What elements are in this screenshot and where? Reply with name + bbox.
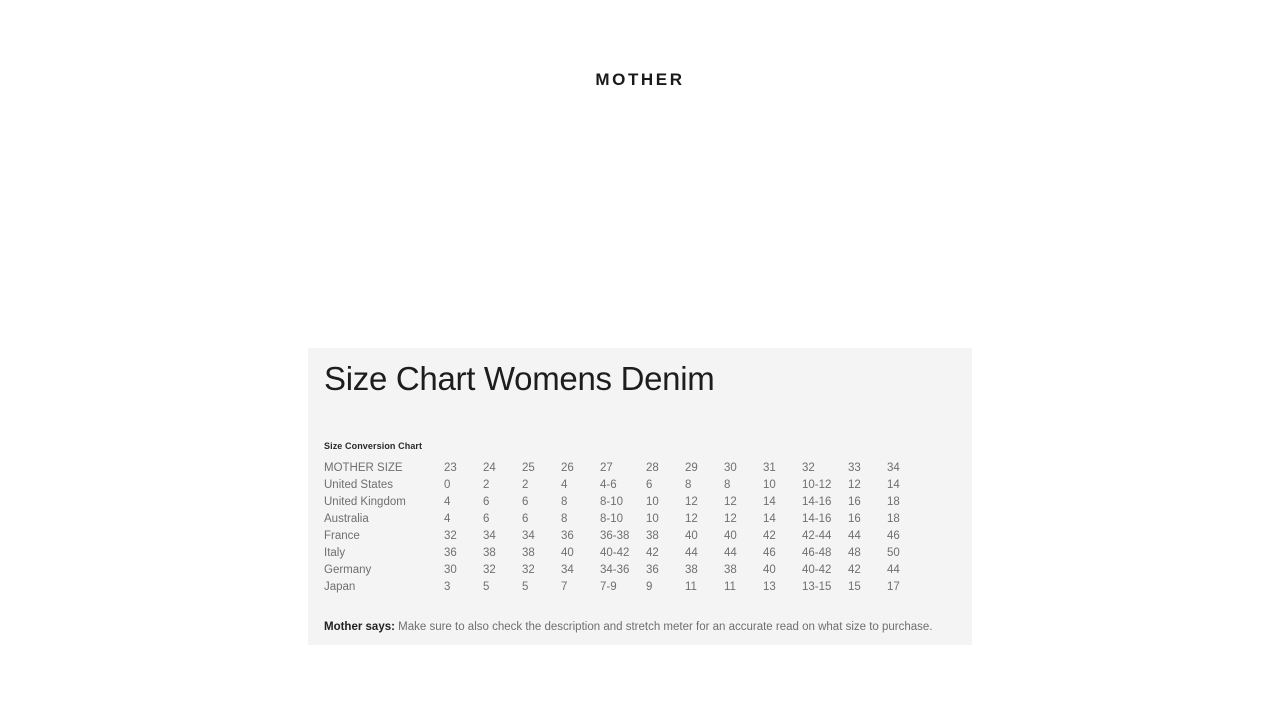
table-cell: 12 (724, 495, 737, 508)
table-cell: 42 (646, 546, 659, 559)
table-cell: 18 (887, 512, 900, 525)
table-cell: 44 (724, 546, 737, 559)
table-cell: 4 (444, 512, 451, 525)
table-row (324, 578, 926, 595)
table-cell: 34 (483, 529, 496, 542)
table-cell: 40-42 (802, 563, 832, 576)
table-cell: 38 (685, 563, 698, 576)
table-cell: 16 (848, 495, 861, 508)
table-cell: 34-36 (600, 563, 630, 576)
table-cell: 36-38 (600, 529, 630, 542)
table-cell: 4 (561, 478, 568, 491)
table-cell: 38 (522, 546, 535, 559)
table-cell: 8 (724, 478, 731, 491)
table-cell: 40-42 (600, 546, 630, 559)
table-cell: 6 (646, 478, 653, 491)
table-cell: 26 (561, 461, 574, 474)
table-cell: 8-10 (600, 512, 624, 525)
table-cell: 40 (763, 563, 776, 576)
table-cell: 34 (522, 529, 535, 542)
table-cell: 4-6 (600, 478, 617, 491)
table-cell: 6 (522, 495, 529, 508)
table-cell: 3 (444, 580, 451, 593)
table-cell: 23 (444, 461, 457, 474)
table-row (324, 510, 926, 527)
table-cell: 13 (763, 580, 776, 593)
table-cell: 6 (483, 512, 490, 525)
table-cell: 44 (887, 563, 900, 576)
table-cell: 46-48 (802, 546, 832, 559)
table-cell: 44 (685, 546, 698, 559)
table-cell: 32 (522, 563, 535, 576)
table-cell: 32 (444, 529, 457, 542)
table-cell: 48 (848, 546, 861, 559)
table-cell: 12 (685, 512, 698, 525)
table-row (324, 493, 926, 510)
table-cell: 27 (600, 461, 613, 474)
table-cell: 36 (444, 546, 457, 559)
table-cell: 36 (646, 563, 659, 576)
table-cell: 42 (848, 563, 861, 576)
table-cell: 10-12 (802, 478, 832, 491)
table-cell: 38 (483, 546, 496, 559)
table-row-label: MOTHER SIZE (324, 461, 403, 474)
table-row-label: Australia (324, 512, 369, 525)
table-row (324, 544, 926, 561)
table-cell: 6 (483, 495, 490, 508)
table-cell: 34 (561, 563, 574, 576)
table-cell: 2 (483, 478, 490, 491)
table-cell: 38 (724, 563, 737, 576)
table-row (324, 561, 926, 578)
table-cell: 18 (887, 495, 900, 508)
table-cell: 6 (522, 512, 529, 525)
table-cell: 10 (646, 512, 659, 525)
table-cell: 8 (685, 478, 692, 491)
table-cell: 14 (763, 495, 776, 508)
table-cell: 34 (887, 461, 900, 474)
table-cell: 25 (522, 461, 535, 474)
table-cell: 9 (646, 580, 653, 593)
table-cell: 28 (646, 461, 659, 474)
table-cell: 14 (763, 512, 776, 525)
table-cell: 5 (483, 580, 490, 593)
table-cell: 32 (802, 461, 815, 474)
table-cell: 11 (724, 580, 736, 593)
table-cell: 42 (763, 529, 776, 542)
table-cell: 24 (483, 461, 496, 474)
table-cell: 44 (848, 529, 861, 542)
table-cell: 7 (561, 580, 568, 593)
brand-logo[interactable]: MOTHER (595, 70, 685, 89)
table-cell: 38 (646, 529, 659, 542)
table-cell: 11 (685, 580, 697, 593)
mother-says-label: Mother says: (324, 621, 395, 633)
table-cell: 46 (763, 546, 776, 559)
size-conversion-table (324, 459, 926, 595)
table-cell: 14-16 (802, 495, 832, 508)
table-cell: 2 (522, 478, 529, 491)
table-cell: 16 (848, 512, 861, 525)
table-cell: 8 (561, 512, 568, 525)
table-cell: 7-9 (600, 580, 617, 593)
table-cell: 36 (561, 529, 574, 542)
table-cell: 17 (887, 580, 900, 593)
table-row (324, 476, 926, 493)
table-cell: 29 (685, 461, 698, 474)
table-cell: 8 (561, 495, 568, 508)
table-cell: 4 (444, 495, 451, 508)
table-row-label: France (324, 529, 360, 542)
size-table-body (324, 459, 926, 595)
table-cell: 30 (444, 563, 457, 576)
table-cell: 32 (483, 563, 496, 576)
size-chart-panel (308, 348, 972, 645)
table-cell: 40 (685, 529, 698, 542)
mother-says-note (324, 621, 933, 633)
table-cell: 42-44 (802, 529, 832, 542)
table-cell: 10 (646, 495, 659, 508)
table-cell: 10 (763, 478, 776, 491)
table-row-label: Japan (324, 580, 356, 593)
table-cell: 12 (848, 478, 861, 491)
brand-header (0, 70, 1280, 90)
table-row-label: Germany (324, 563, 372, 576)
table-cell: 46 (887, 529, 900, 542)
table-cell: 33 (848, 461, 861, 474)
table-row-label: United Kingdom (324, 495, 406, 508)
table-cell: 8-10 (600, 495, 624, 508)
table-cell: 50 (887, 546, 900, 559)
table-cell: 12 (724, 512, 737, 525)
table-row-label: United States (324, 478, 394, 491)
page-title: Size Chart Womens Denim (324, 360, 715, 397)
table-cell: 31 (763, 461, 776, 474)
table-cell: 0 (444, 478, 451, 491)
table-cell: 15 (848, 580, 861, 593)
table-cell: 40 (724, 529, 737, 542)
table-cell: 40 (561, 546, 574, 559)
table-cell: 5 (522, 580, 529, 593)
table-row-label: Italy (324, 546, 346, 559)
table-cell: 30 (724, 461, 737, 474)
table-cell: 12 (685, 495, 698, 508)
table-row (324, 527, 926, 544)
table-cell: 13-15 (802, 580, 832, 593)
mother-says-text: Make sure to also check the description and stretch meter for an accurate read on what size to purchase. (394, 621, 933, 633)
table-cell: 14-16 (802, 512, 832, 525)
table-cell: 14 (887, 478, 900, 491)
size-conversion-chart-label: Size Conversion Chart (324, 441, 423, 451)
table-row (324, 459, 926, 476)
